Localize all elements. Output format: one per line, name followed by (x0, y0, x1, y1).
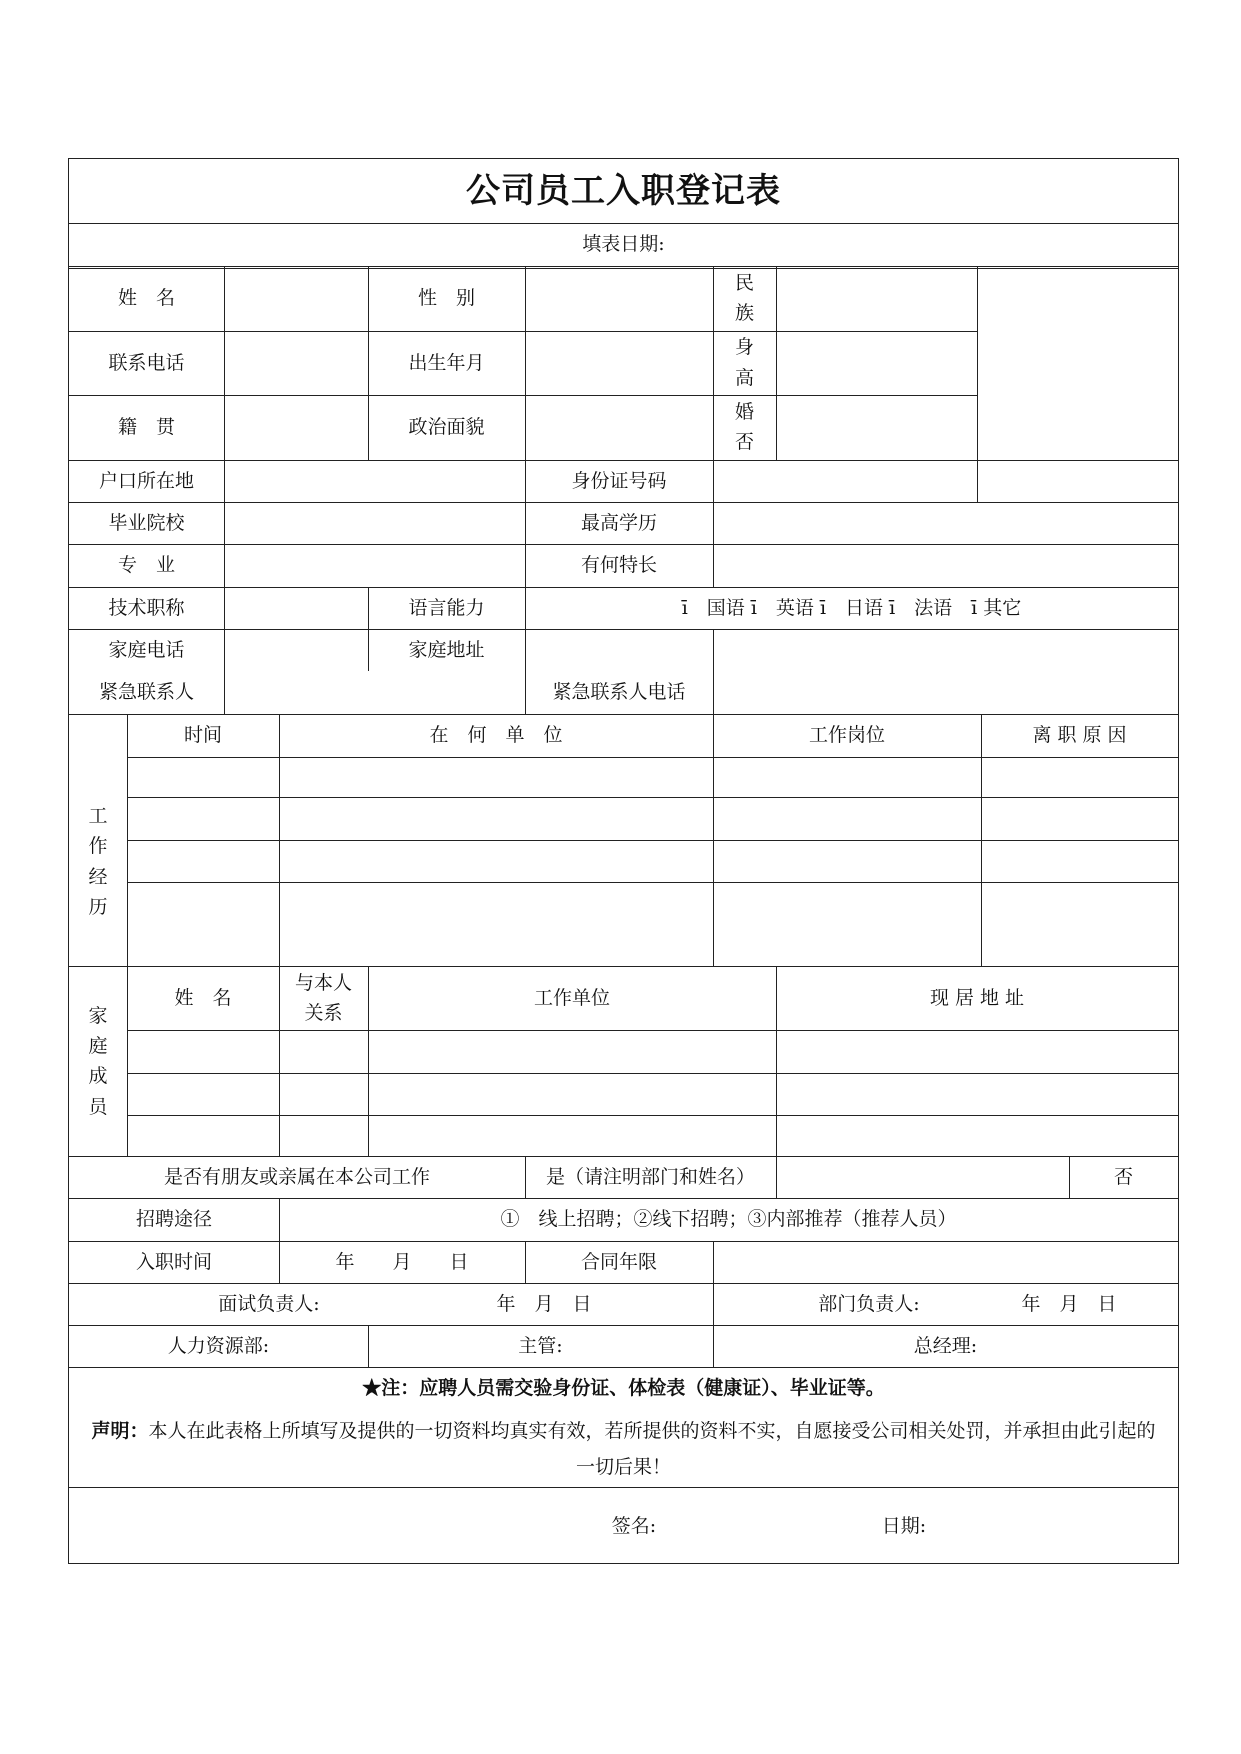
education-label: 最高学历 (580, 512, 657, 535)
native-field[interactable] (224, 395, 368, 460)
language-options[interactable]: ī 国语 ī 英语 ī 日语 ī 法语 ī 其它 (681, 596, 1022, 619)
id-number-label: 身份证号码 (571, 469, 667, 492)
height-field[interactable] (776, 331, 977, 395)
declaration-text: 本人在此表格上所填写及提供的一切资料均真实有效，若所提供的资料不实，自愿接受公司相关处罚，并承担由此引起的一切后果！ (148, 1419, 1156, 1478)
recruit-options[interactable]: ① 线上招聘；②线下招聘；③内部推荐（推荐人员） (500, 1208, 957, 1231)
hukou-label: 户口所在地 (98, 469, 194, 492)
work-time-header: 时间 (183, 724, 222, 747)
birth-label: 出生年月 (408, 351, 485, 374)
education-field[interactable] (713, 502, 1178, 544)
gender-field[interactable] (525, 266, 713, 331)
row-line (69, 714, 1178, 715)
language-label: 语言能力 (408, 596, 485, 619)
contract-label: 合同年限 (580, 1250, 657, 1273)
note-text: ★注：应聘人员需交验身份证、体检表（健康证）、毕业证等。 (362, 1377, 885, 1400)
work-history-side-label: 工 作 经 历 (88, 804, 108, 918)
work-company-header: 在 何 单 位 (429, 724, 563, 747)
birth-field[interactable] (525, 331, 713, 395)
col-line (713, 1283, 714, 1326)
emergency-phone-label: 紧急联系人电话 (552, 681, 686, 704)
gm-label: 总经理: (913, 1334, 978, 1357)
interviewer-date: 年 月 日 (496, 1292, 592, 1315)
declaration (87, 1413, 1160, 1483)
relatives-no-label: 否 (1113, 1166, 1133, 1189)
relatives-question: 是否有朋友或亲属在本公司工作 (163, 1166, 430, 1189)
political-label: 政治面貌 (408, 416, 485, 439)
form-title: 公司员工入职登记表 (466, 170, 781, 211)
family-company-header: 工作单位 (533, 987, 610, 1010)
work-leave-reason-header: 离 职 原 因 (1032, 724, 1127, 747)
specialty-field[interactable] (713, 544, 1178, 587)
relatives-detail-field[interactable] (776, 1156, 1069, 1198)
school-field[interactable] (224, 502, 525, 544)
major-label: 专 业 (117, 554, 175, 577)
home-phone-field[interactable] (224, 629, 368, 672)
ethnic-label: 民 族 (734, 271, 754, 325)
major-field[interactable] (224, 544, 525, 587)
id-number-field[interactable] (713, 460, 977, 503)
school-label: 毕业院校 (108, 512, 185, 535)
home-address-label: 家庭地址 (408, 638, 485, 661)
signature-label: 签名: (611, 1514, 657, 1537)
marital-label: 婚 否 (734, 400, 754, 454)
dept-head-date: 年 月 日 (1021, 1292, 1117, 1315)
family-side-label: 家 庭 成 员 (88, 1004, 108, 1118)
family-relation-header: 与本人关系 (294, 971, 352, 1025)
gender-label: 性 别 (417, 287, 475, 310)
hukou-field[interactable] (224, 460, 525, 503)
row-line (127, 1073, 1178, 1074)
entry-date-label: 入职时间 (135, 1250, 212, 1273)
work-position-header: 工作岗位 (808, 724, 885, 747)
phone-field[interactable] (224, 331, 368, 395)
emergency-phone-field[interactable] (713, 671, 1178, 714)
row-line (127, 1115, 1178, 1116)
row-line (127, 840, 1178, 841)
declaration-label: 声明： (91, 1419, 149, 1442)
dept-head-label: 部门负责人: (818, 1292, 920, 1315)
fill-date-label: 填表日期: (582, 233, 665, 256)
recruit-label: 招聘途径 (135, 1208, 212, 1231)
interviewer-label: 面试负责人: (218, 1292, 320, 1315)
family-address-header: 现 居 地 址 (929, 987, 1025, 1010)
family-name-header: 姓 名 (174, 987, 232, 1010)
supervisor-label: 主管: (518, 1334, 563, 1357)
tech-title-field[interactable] (224, 587, 368, 629)
name-field[interactable] (224, 266, 368, 331)
native-label: 籍 贯 (117, 416, 175, 439)
relatives-yes-label: 是（请注明部门和姓名） (545, 1166, 755, 1189)
row-line (127, 797, 1178, 798)
emergency-contact-field[interactable] (224, 671, 525, 714)
marital-field[interactable] (776, 395, 977, 460)
home-phone-label: 家庭电话 (108, 638, 185, 661)
name-label: 姓 名 (117, 287, 175, 310)
registration-form (68, 158, 1179, 1564)
phone-label: 联系电话 (108, 351, 185, 374)
row-line (127, 1030, 1178, 1031)
row-line (127, 882, 1178, 883)
emergency-contact-label: 紧急联系人 (98, 681, 194, 704)
contract-field[interactable] (713, 1241, 1178, 1283)
tech-title-label: 技术职称 (108, 596, 185, 619)
specialty-label: 有何特长 (580, 554, 657, 577)
political-field[interactable] (525, 395, 713, 460)
photo-box (977, 266, 1178, 503)
signature-date-label: 日期: (881, 1514, 927, 1537)
home-address-field[interactable] (525, 629, 1178, 672)
ethnic-field[interactable] (776, 266, 977, 331)
entry-date-field[interactable]: 年 月 日 (335, 1250, 469, 1273)
height-label: 身 高 (734, 336, 754, 389)
row-line (127, 757, 1178, 758)
hr-label: 人力资源部: (167, 1334, 270, 1357)
